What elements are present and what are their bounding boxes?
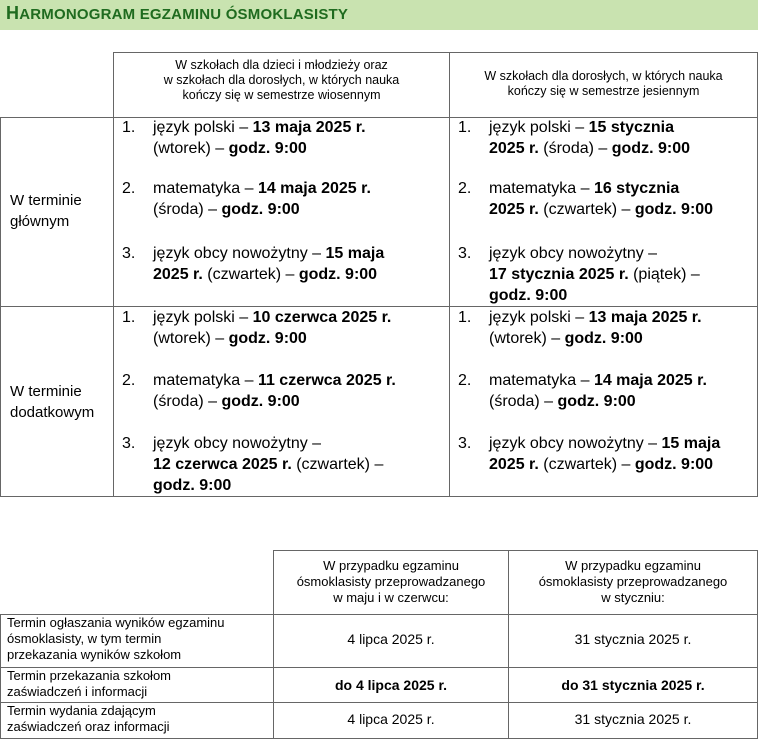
results-date: do 4 lipca 2025 r. [334,677,448,693]
results-row-label: Termin ogłaszania wyników egzaminu ósmoklasisty, w tym termin przekazania wyników szkołom [7,615,225,662]
row-label-main-term: W terminie głównym [10,192,82,230]
results-header-january: W przypadku egzaminu ósmoklasisty przeprowadzanego w styczniu: [538,558,728,605]
results-date: do 31 stycznia 2025 r. [561,677,705,693]
row-label-additional-term: W terminie dodatkowym [10,383,95,421]
results-header-may-june: W przypadku egzaminu ósmoklasisty przeprowadzanego w maju i w czerwcu: [296,558,486,605]
results-date: 4 lipca 2025 r. [347,631,435,647]
schedule-header-spring: W szkołach dla dzieci i młodzieży oraz w szkołach dla dorosłych, w których nauka kończy się w semestrze wiosennym [163,58,400,102]
title-bar [0,0,758,30]
results-date: 31 stycznia 2025 r. [574,711,692,727]
results-date: 4 lipca 2025 r. [347,711,435,727]
page-title: HARMONOGRAM EGZAMINU ÓSMOKLASISTY [6,3,349,23]
results-row-label: Termin przekazania szkołom zaświadczeń i informacji [7,668,172,699]
results-row-label: Termin wydania zdającym zaświadczeń oraz informacji [7,703,170,734]
schedule-header-autumn: W szkołach dla dorosłych, w których nauka kończy się w semestrze jesiennym [484,69,723,98]
results-date: 31 stycznia 2025 r. [574,631,692,647]
